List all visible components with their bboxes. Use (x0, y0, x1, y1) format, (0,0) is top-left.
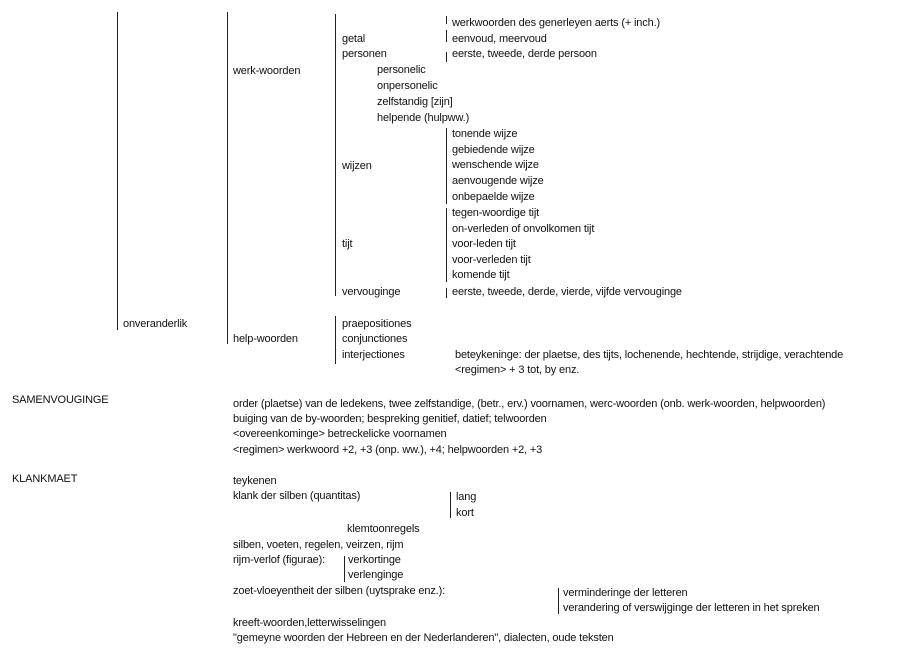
bracket-line-level1 (117, 12, 118, 330)
bracket-line-getal (446, 16, 447, 24)
bracket-line-wijzen (446, 128, 447, 204)
klankmaet-verkortinge: verkortinge (348, 554, 401, 566)
label-wijzen: wijzen (342, 160, 372, 172)
klankmaet-verlenginge: verlenginge (348, 569, 404, 581)
klankmaet-kort: kort (456, 507, 474, 519)
wijzen-item: tonende wijze (452, 128, 518, 140)
value-vervouginge: eerste, tweede, derde, vierde, vijfde vervouginge (452, 286, 682, 298)
label-personen: personen (342, 48, 387, 60)
label-help-woorden: help-woorden (233, 333, 298, 345)
tijt-item: komende tijt (452, 269, 510, 281)
help-item: praepositiones (342, 318, 412, 330)
persoon-sub-item: helpende (hulpww.) (377, 112, 470, 124)
value-generleyen: werkwoorden des generleyen aerts (+ inch.) (452, 17, 661, 29)
tijt-item: voor-leden tijt (452, 238, 516, 250)
label-onveranderlik: onveranderlik (123, 318, 188, 330)
bracket-line-tijt (446, 208, 447, 282)
klankmaet-silben: silben, voeten, regelen, veirzen, rijm (233, 539, 404, 551)
wijzen-item: onbepaelde wijze (452, 191, 535, 203)
heading-samenvouginge: SAMENVOUGINGE (12, 394, 109, 406)
klankmaet-verminderinge: verminderinge der letteren (563, 587, 688, 599)
bracket-line-werk (335, 14, 336, 296)
klankmaet-klank: klank der silben (quantitas) (233, 490, 361, 502)
persoon-sub-item: onpersonelic (377, 80, 438, 92)
bracket-line-vervouginge (446, 288, 447, 298)
help-item: conjunctiones (342, 333, 408, 345)
klankmaet-klemtoon: klemtoonregels (347, 523, 420, 535)
value-beteykeninge: beteykeninge: der plaetse, des tijts, lochenende, hechtende, strijdige, verachtende (455, 349, 844, 361)
samenvouginge-line: <regimen> werkwoord +2, +3 (onp. ww.), +4; helpwoorden +2, +3 (233, 444, 543, 456)
heading-klankmaet: KLANKMAET (12, 473, 78, 485)
klankmaet-rijm: rijm-verlof (figurae): (233, 554, 326, 566)
tijt-item: voor-verleden tijt (452, 254, 531, 266)
bracket-line-help (335, 316, 336, 364)
wijzen-item: wenschende wijze (452, 159, 539, 171)
bracket-line-lang-kort (450, 492, 451, 518)
klankmaet-kreeft: kreeft-woorden,letterwisselingen (233, 617, 386, 629)
help-item: interjectiones (342, 349, 405, 361)
wijzen-item: gebiedende wijze (452, 144, 535, 156)
value-personen: eerste, tweede, derde persoon (452, 48, 597, 60)
klankmaet-gemeyne: "gemeyne woorden der Hebreen en der Nederlanderen", dialecten, oude teksten (233, 632, 614, 644)
bracket-line-personen (446, 52, 447, 62)
label-vervouginge: vervouginge (342, 286, 401, 298)
tijt-item: tegen-woordige tijt (452, 207, 540, 219)
label-werk-woorden: werk-woorden (233, 65, 301, 77)
bracket-line-rijm (344, 556, 345, 582)
label-tijt: tijt (342, 238, 353, 250)
klankmaet-verandering: verandering of verswijginge der letteren in het spreken (563, 602, 820, 614)
persoon-sub-item: personelic (377, 64, 426, 76)
persoon-sub-item: zelfstandig [zijn] (377, 96, 453, 108)
klankmaet-zoet: zoet-vloeyentheit der silben (uytsprake enz.): (233, 585, 445, 597)
tijt-item: on-verleden of onvolkomen tijt (452, 223, 595, 235)
value-regimen: <regimen> + 3 tot, by enz. (455, 364, 580, 376)
klankmaet-teykenen: teykenen (233, 475, 277, 487)
bracket-line-level2 (227, 12, 228, 344)
klankmaet-lang: lang (456, 491, 477, 503)
samenvouginge-line: buiging van de by-woorden; bespreking genitief, datief; telwoorden (233, 413, 547, 425)
label-getal: getal (342, 33, 366, 45)
bracket-line-zoet (558, 588, 559, 614)
samenvouginge-line: <overeenkominge> betreckelicke voornamen (233, 428, 447, 440)
bracket-line-getal-val (446, 30, 447, 42)
value-getal: eenvoud, meervoud (452, 33, 547, 45)
wijzen-item: aenvougende wijze (452, 175, 544, 187)
samenvouginge-line: order (plaetse) van de ledekens, twee zelfstandige, (betr., erv.) voornamen, werc-woorden (onb. werk-woorden, helpwoorden) (233, 398, 826, 410)
